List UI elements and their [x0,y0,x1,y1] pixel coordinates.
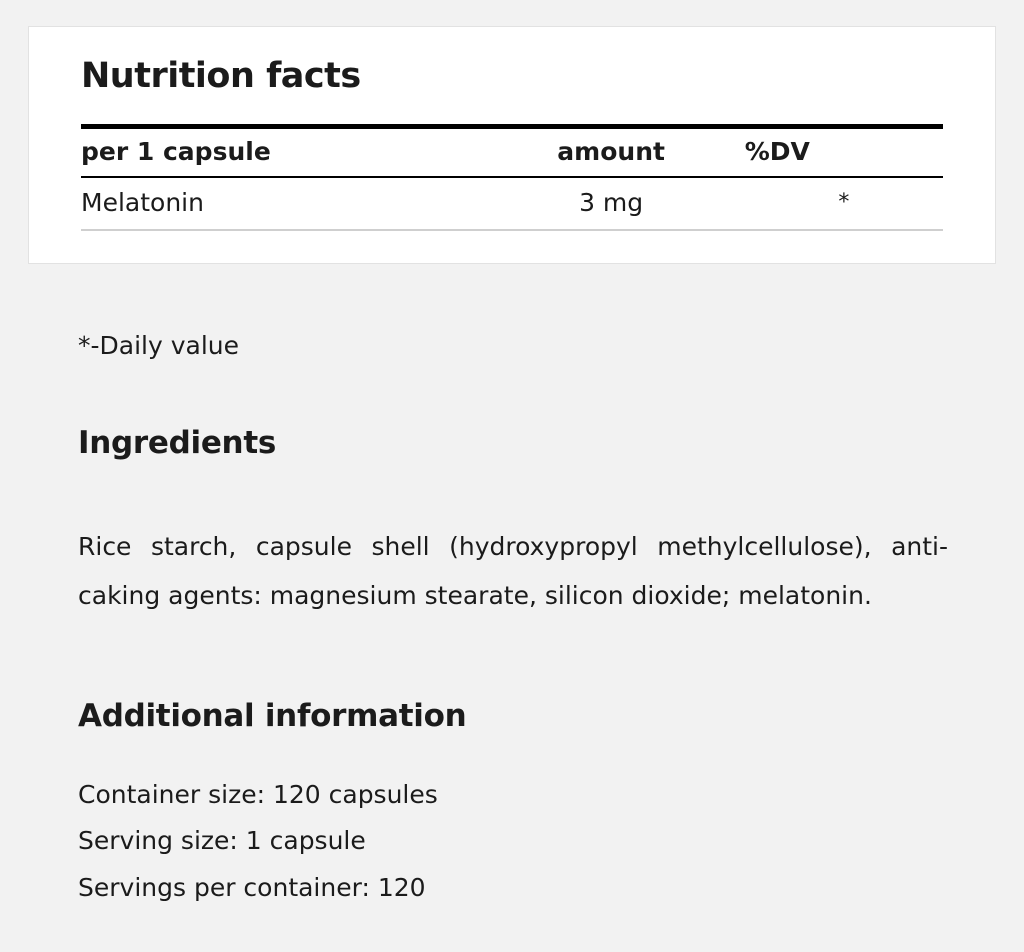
column-header-amount: amount [478,126,745,177]
list-item: Container size: 120 capsules [78,780,438,809]
nutrient-name: Melatonin [81,177,478,230]
additional-information-heading: Additional information [78,698,467,734]
table-row [81,177,943,230]
daily-value-note: *-Daily value [78,331,240,360]
ingredients-heading: Ingredients [78,425,276,461]
nutrition-facts-table-head [81,126,943,177]
additional-information-list [78,772,948,911]
nutrition-facts-card [28,26,996,264]
list-item: Servings per container: 120 [78,872,426,902]
column-header-dv: %DV [745,126,943,177]
nutrition-facts-table-body [81,177,943,230]
nutrient-dv: * [745,177,943,230]
nutrition-facts-table [81,124,943,231]
column-header-serving: per 1 capsule [81,126,478,177]
table-header-row [81,126,943,177]
ingredients-text: Rice starch, capsule shell (hydroxypropyl methylcellulose), anti-caking agents: magnesium stearate, silicon dioxide; melatonin. [78,532,948,610]
list-item: Serving size: 1 capsule [78,826,366,856]
nutrition-facts-title: Nutrition facts [81,56,361,96]
nutrient-amount: 3 mg [478,177,745,230]
